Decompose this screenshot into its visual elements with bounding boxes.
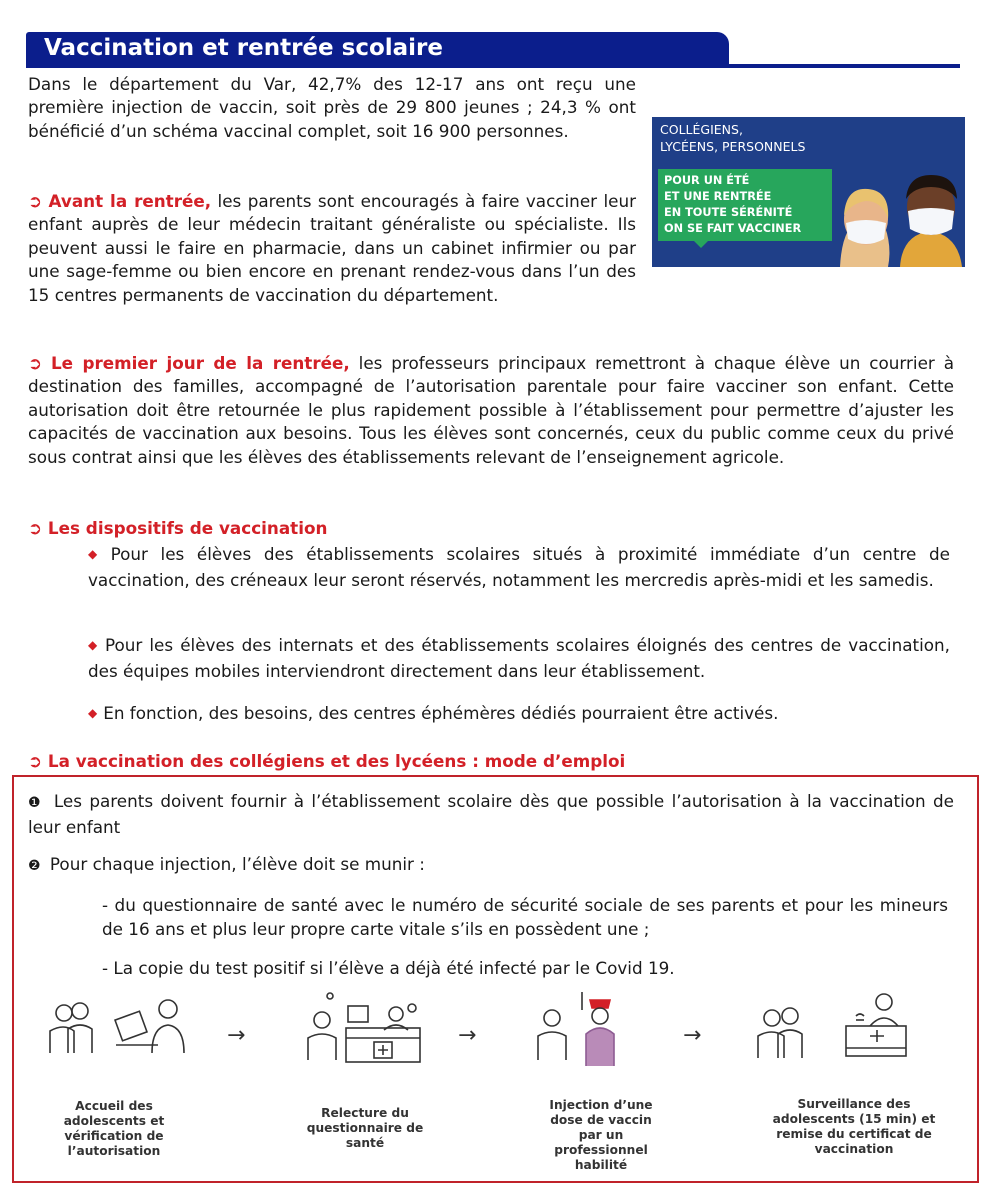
banner-audience: COLLÉGIENS, LYCÉENS, PERSONNELS xyxy=(660,122,806,154)
page-title: Vaccination et rentrée scolaire xyxy=(44,35,443,61)
dispositif-item: ◆ En fonction, des besoins, des centres éphémères dédiés pourraient être activés. xyxy=(88,703,779,723)
step-label-welcome: Accueil des adolescents et vérification de l’autorisation xyxy=(63,1099,165,1158)
title-underline xyxy=(26,64,960,68)
first-day-heading: Le premier jour de la rentrée, xyxy=(50,353,350,373)
speech-bubble-tail xyxy=(692,239,710,248)
title-bar xyxy=(26,32,729,66)
diamond-bullet-icon: ◆ xyxy=(88,547,105,561)
dispositifs-heading: ➲ Les dispositifs de vaccination xyxy=(28,518,328,538)
requirement-test-copy: - La copie du test positif si l’élève a déjà été infecté par le Covid 19. xyxy=(102,958,675,978)
diamond-bullet-icon: ◆ xyxy=(88,638,99,652)
masked-teens-illustration xyxy=(830,157,965,267)
flow-arrow-icon: → xyxy=(458,1023,477,1048)
requirement-questionnaire: - du questionnaire de santé avec le numéro de sécurité sociale de ses parents et pour les mineurs de 16 ans et plus leur propre carte vitale s’ils en possèdent une ; xyxy=(102,895,948,939)
arrow-bullet-icon: ➲ xyxy=(28,353,43,373)
before-rentree-heading: Avant la rentrée, xyxy=(48,191,212,211)
banner-message: POUR UN ÉTÉ ET UNE RENTRÉE EN TOUTE SÉRÉNITÉ ON SE FAIT VACCINER xyxy=(658,169,832,241)
number-1-icon: ❶ xyxy=(28,795,43,811)
step-1-text: ❶ Les parents doivent fournir à l’établissement scolaire dès que possible l’autorisation à la vaccination de leur enfant xyxy=(28,791,954,837)
dispositif-item: ◆ Pour les élèves des internats et des établissements scolaires éloignés des centres de vaccination, des équipes mobiles interviendront directement dans leur établissement. xyxy=(88,635,950,681)
step-2-text: ❷ Pour chaque injection, l’élève doit se munir : xyxy=(28,854,425,874)
injection-icon xyxy=(530,990,630,1070)
first-day-text: les professeurs principaux remettront à chaque élève un courrier à destination des familles, accompagné de l’autorisation parentale pour faire vacciner son enfant. Cette autorisation doit être retournée le plus rapidement possible à l’établissement pour permettre d’ajuster les capacités de vaccination aux besoins. Tous les élèves sont concernés, ceux du public comme ceux du privé sous contrat ainsi que les élèves des établissements relevant de l’enseignement agricole. xyxy=(28,353,954,467)
health-questionnaire-icon xyxy=(300,990,430,1065)
intro-paragraph: Dans le département du Var, 42,7% des 12-17 ans ont reçu une première injection de vaccin, soit près de 29 800 jeunes ; 24,3 % ont bénéficié d’un schéma vaccinal complet, soit 16 900 personnes. xyxy=(28,74,636,141)
welcome-verification-icon xyxy=(40,995,190,1060)
observation-certificate-icon xyxy=(750,990,920,1060)
arrow-bullet-icon: ➲ xyxy=(28,518,43,538)
step-label-injection: Injection d’une dose de vaccin par un professionnel habilité xyxy=(549,1098,653,1172)
mode-emploi-heading: ➲ La vaccination des collégiens et des lycéens : mode d’emploi xyxy=(28,751,626,771)
arrow-bullet-icon: ➲ xyxy=(28,191,43,211)
first-day-paragraph xyxy=(28,352,954,469)
vaccination-campaign-banner xyxy=(652,117,965,267)
diamond-bullet-icon: ◆ xyxy=(88,706,98,720)
flow-arrow-icon: → xyxy=(227,1023,246,1048)
before-rentree-paragraph xyxy=(28,190,636,307)
before-rentree-text: les parents sont encouragés à faire vacciner leur enfant auprès de leur médecin traitant généraliste ou spécialiste. Ils peuvent aussi le faire en pharmacie, dans un cabinet infirmier ou par une sage-femme ou bien encore en prenant rendez-vous dans l’un des 15 centres permanents de vaccination du département. xyxy=(28,191,636,305)
step-label-observation: Surveillance des adolescents (15 min) et remise du certificat de vaccination xyxy=(772,1097,936,1156)
arrow-bullet-icon: ➲ xyxy=(28,751,43,771)
number-2-icon: ❷ xyxy=(28,858,41,874)
step-label-questionnaire: Relecture du questionnaire de santé xyxy=(306,1106,424,1150)
dispositif-item: ◆ Pour les élèves des établissements scolaires situés à proximité immédiate d’un centre de vaccination, des créneaux leur seront réservés, notamment les mercredis après-midi et les samedis. xyxy=(88,544,951,590)
flow-arrow-icon: → xyxy=(683,1023,702,1048)
